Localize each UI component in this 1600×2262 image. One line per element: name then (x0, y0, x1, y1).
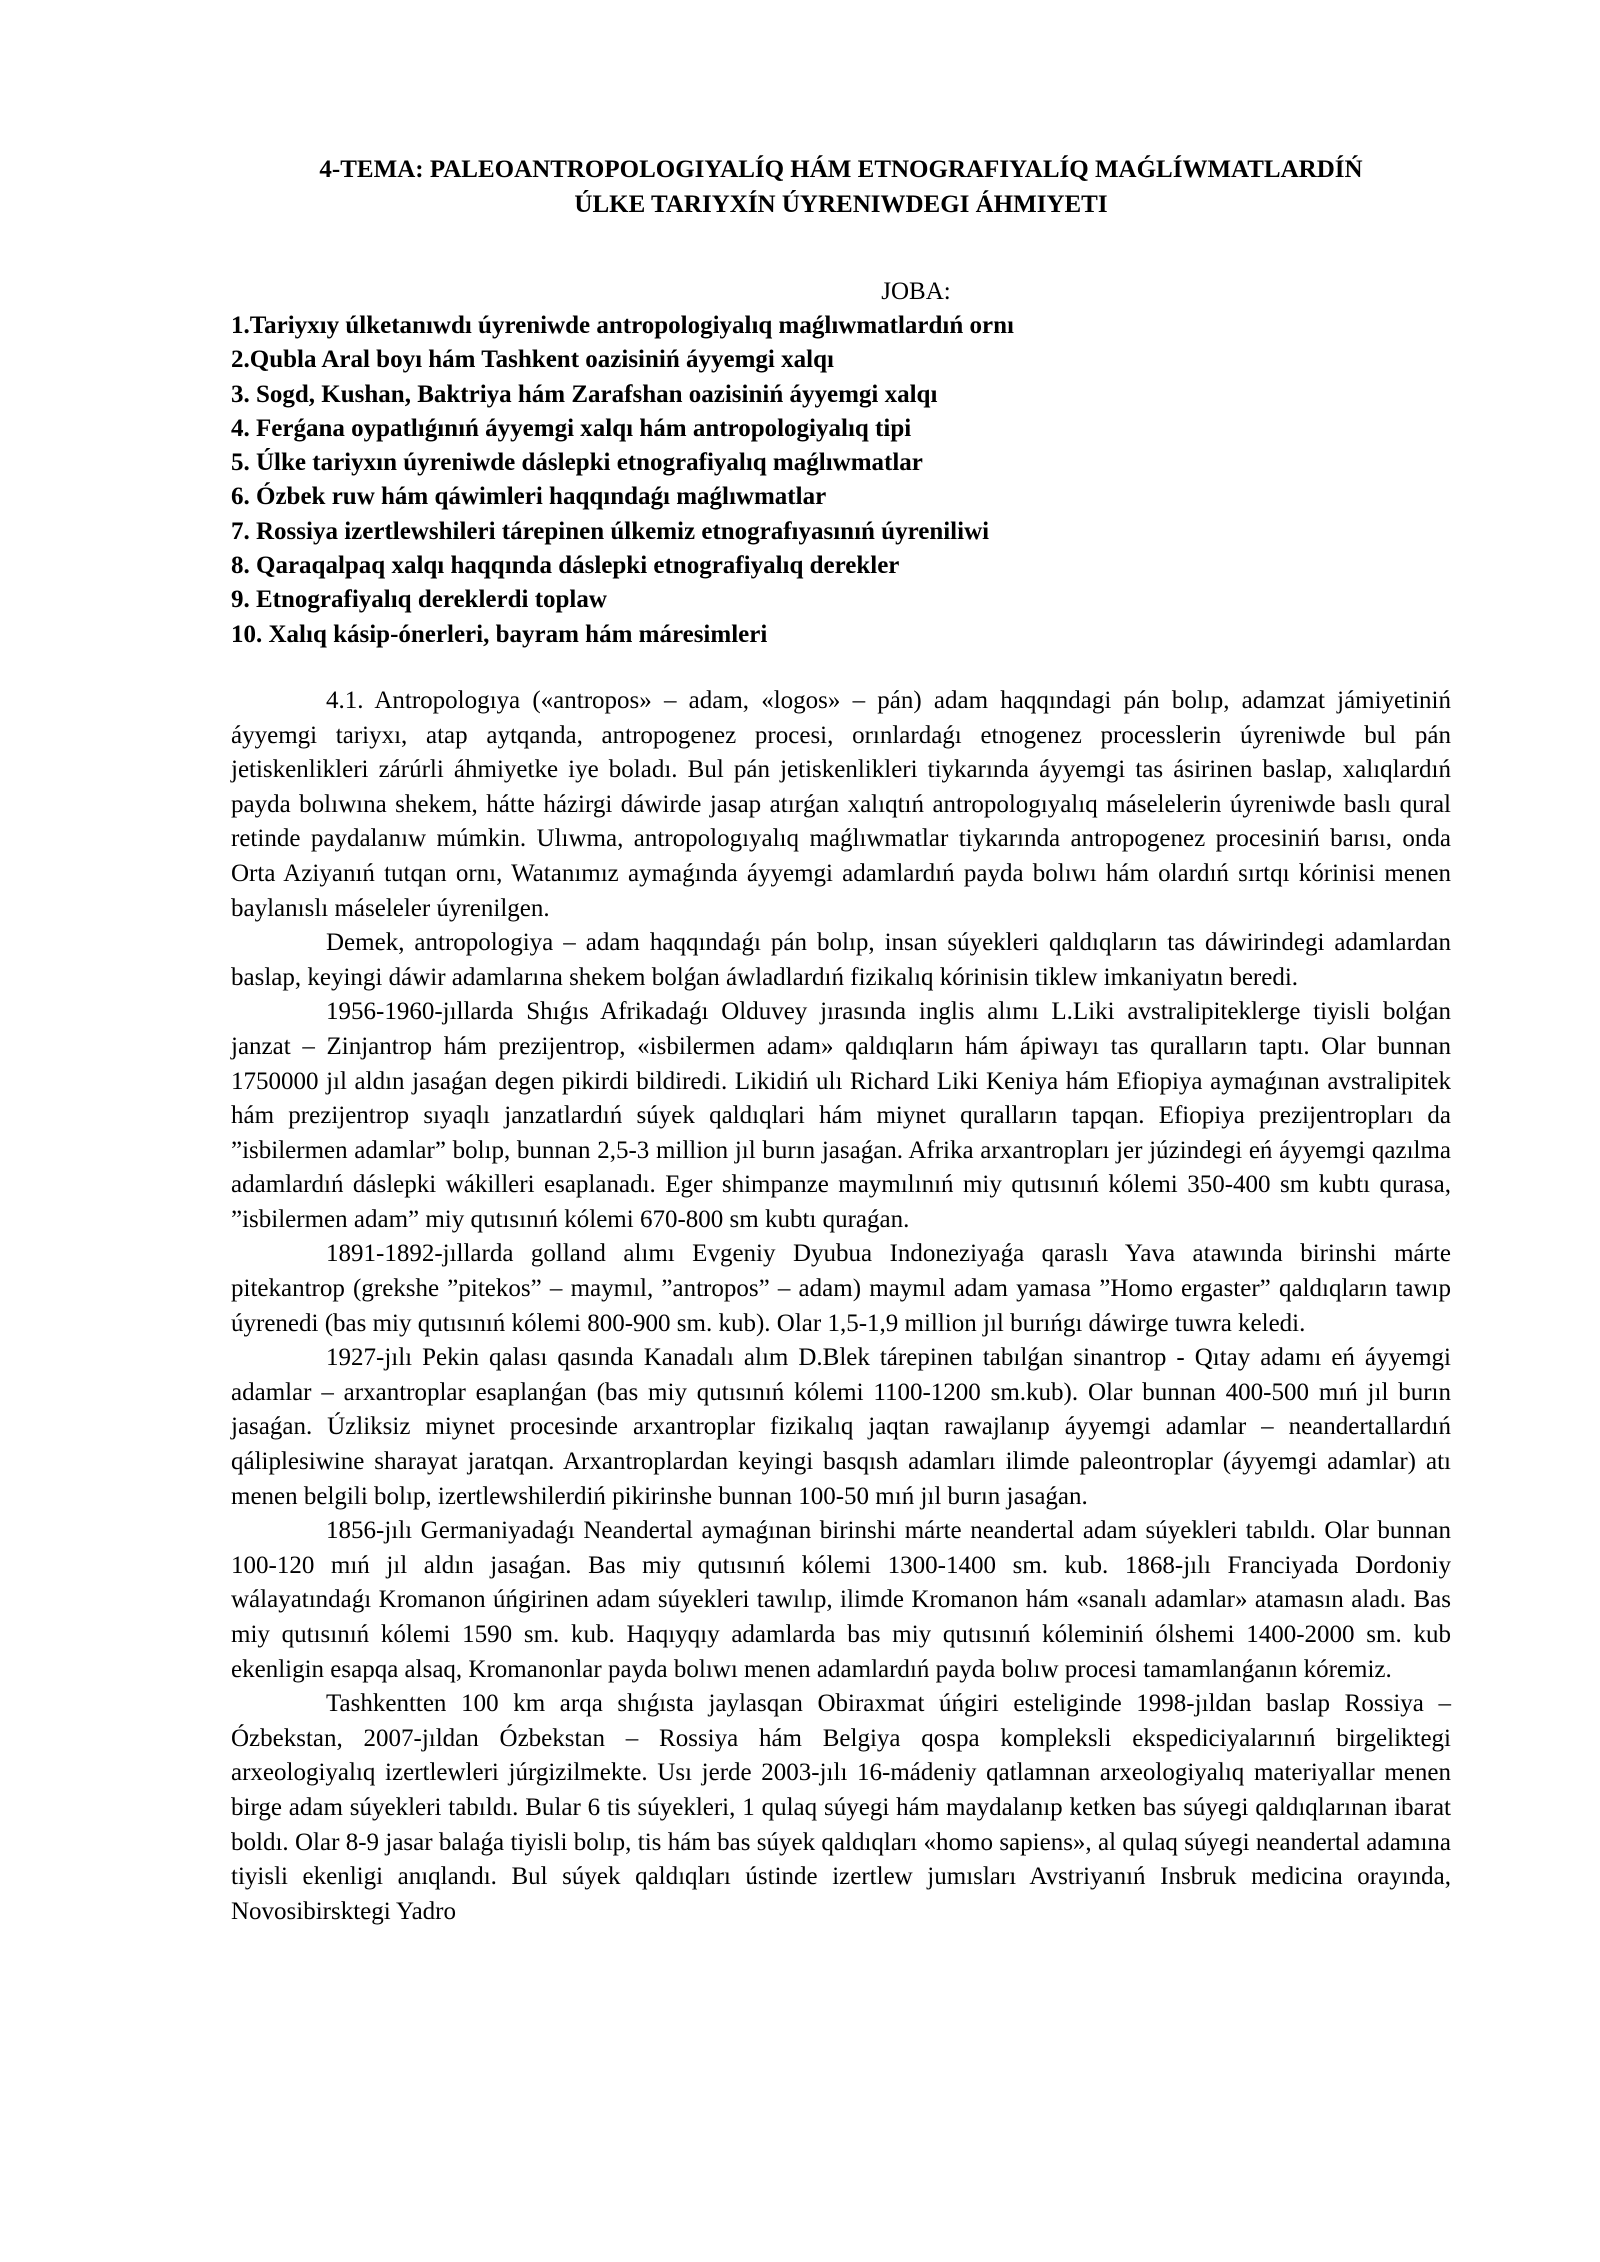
plan-item: 1.Tariyxıy úlketanıwdı úyreniwde antropologiyalıq maǵlıwmatlardıń ornı (231, 312, 1014, 339)
plan-item: 8. Qaraqalpaq xalqı haqqında dáslepki etnografiyalıq derekler (231, 552, 900, 580)
plan-item: 7. Rossiya izertlewshileri tárepinen úlkemiz etnografıyasınıń úyreniliwi (231, 517, 990, 545)
plan-item: 5. Úlke tariyxın úyreniwde dáslepki etnografiyalıq maǵlıwmatlar (231, 449, 923, 477)
document-page (231, 152, 1451, 1929)
plan-list (231, 309, 1451, 652)
plan-item: 4. Ferǵana oypatlıǵınıń áyyemgi xalqı hám antropologiyalıq tipi (231, 414, 912, 442)
paragraph-sinantrop: 1927-jılı Pekin qalası qasında Kanadalı alım D.Blek tárepinen tabılǵan sinantrop - Qıtay adamı eń áyyemgi adamlar – arxantroplar esaplanǵan (bas miy qutısınıń kólemi 1100-1200 sm.kub). Olar bunnan 400-500 mıń jıl burın jasaǵan. Úzliksiz miynet procesinde arxantroplar fizikalıq jaqtan rawajlanıp áyyemgi adamlar – neandertallardıń qáliplesiwine sharayat jaratqan. Arxantroplardan keyingi basqısh adamları ilimde paleontroplar (áyyemgi adamlar) atı menen belgili bolıp, izertlewshilerdiń pikirinshe bunnan 100-50 mıń jıl burın jasaǵan. (231, 1344, 1451, 1510)
plan-item: 3. Sogd, Kushan, Baktriya hám Zarafshan oazisiniń áyyemgi xalqı (231, 380, 938, 408)
paragraph-antropologiya-definition: 4.1. Antropologıya («antropos» – adam, «logos» – pán) adam haqqındagi pán bolıp, adamzat jámiyetiniń áyyemgi tariyxı, atap aytqanda, antropogenez procesi, orınlardaǵı etnogenez processlerin úyreniwde bul pán jetiskenlikleri zárúrli áhmiyetke iye boladı. Bul pán jetiskenlikleri tiykarında áyyemgi tas ásirinen baslap, xalıqlardıń payda bolıwına shekem, hátte házirgi dáwirde jasap atırǵan xalıqtıń antropologıyalıq máselelerin úyreniwde baslı qural retinde paydalanıw múmkin. Ulıwma, antropologıyalıq maǵlıwmatlar tiykarında antropogenez procesiniń barısı, onda Orta Aziyanıń tutqan ornı, Watanımız aymaǵında áyyemgi adamlardıń payda bolıwı hám olardıń sırtqı kórinisi menen baylanıslı máseleler úyrenilgen. (231, 686, 1451, 922)
title-line-1: 4-TEMA: PALEOANTROPOLOGIYALÍQ HÁM ETNOGRAFIYALÍQ MAǴLÍWMATLARDÍŃ (319, 156, 1363, 183)
plan-item: 6. Ózbek ruw hám qáwimleri haqqındaǵı maǵlıwmatlar (231, 483, 827, 511)
paragraph-obiraxmat: Tashkentten 100 km arqa shıǵısta jaylasqan Obiraxmat úńgiri esteliginde 1998-jıldan baslap Rossiya – Ózbekstan, 2007-jıldan Ózbekstan – Rossiya hám Belgiya qospa kompleksli ekspediciyalarınıń birgeliktegi arxeologiyalıq izertlewleri júrgizilmekte. Usı jerde 2003-jılı 16-mádeniy qatlamnan arxeologiyalıq materiyallar menen birge adam súyekleri tabıldı. Bular 6 tis súyekleri, 1 qulaq súyegi hám maydalanıp ketken bas súyegi qaldıqlarınan ibarat boldı. Olar 8-9 jasar balaǵa tiyisli bolıp, tis hám bas súyek qaldıqları «homo sapiens», al qulaq súyegi neandertal adamına tiyisli ekenligi anıqlandı. Bul súyek qaldıqları ústinde izertlew jumısları Avstriyanıń Insbruk medicina orayında, Novosibirsktegi Yadro (231, 1690, 1451, 1925)
document-title (231, 152, 1451, 222)
paragraph-neandertal: 1856-jılı Germaniyadaǵı Neandertal aymaǵınan birinshi márte neandertal adam súyekleri tabıldı. Olar bunnan 100-120 mıń jıl aldın jasaǵan. Bas miy qutısınıń kólemi 1300-1400 sm. kub. 1868-jılı Franciyada Dordoniy wálayatındaǵı Kromanon úńgirinen adam súyekleri tawılıp, ilimde Kromanon hám «sanalı adamlar» atamasın aladı. Bas miy qutısınıń kólemi 1590 sm. kub. Haqıyqıy adamlarda bas miy qutısınıń kóleminiń ólshemi 1400-2000 sm. kub ekenligin esapqa alsaq, Kromanonlar payda bolıwı menen adamlardıń payda bolıw procesi tamamlanǵanın kóremiz. (231, 1517, 1451, 1683)
plan-item: 2.Qubla Aral boyı hám Tashkent oazisiniń áyyemgi xalqı (231, 346, 834, 374)
body-text (231, 684, 1451, 1929)
title-line-2: ÚLKE TARIYXÍN ÚYRENIWDEGI ÁHMIYETI (574, 191, 1108, 218)
paragraph-olduvey: 1956-1960-jıllarda Shıǵıs Afrikadaǵı Olduvey jırasında inglis alımı L.Liki avstralipiteklerge tiyisli bolǵan janzat – Zinjantrop hám prezijentrop, «isbilermen adam» qaldıqların hám ápiwayı tas quralların taptı. Olar bunnan 1750000 jıl aldın jasaǵan degen pikirdi bildiredi. Likidiń ulı Richard Liki Keniya hám Efiopiya aymaǵınan avstralipitek hám prezijentrop sıyaqlı janzatlardıń súyek qaldıqlari hám miynet quralların tapqan. Efiopiya prezijentropları da ”isbilermen adamlar” bolıp, bunnan 2,5-3 million jıl burın jasaǵan. Afrika arxantropları jer júzindegi eń áyyemgi qazılma adamlardıń dáslepki wákilleri esaplanadı. Eger shimpanze maymılınıń miy qutısınıń kólemi 350-400 sm kubtı qurasa, ”isbilermen adam” miy qutısınıń kólemi 670-800 sm kubtı quraǵan. (231, 998, 1451, 1233)
paragraph-demek: Demek, antropologiya – adam haqqındaǵı pán bolıp, insan súyekleri qaldıqların tas dáwirindegi adamlardan baslap, keyingi dáwir adamlarına shekem bolǵan áwladlardıń fizikalıq kórinisin tiklew imkaniyatın beredi. (231, 929, 1451, 991)
plan-item: 10. Xalıq kásip-ónerleri, bayram hám máresimleri (231, 620, 768, 648)
paragraph-pitekantrop: 1891-1892-jıllarda golland alımı Evgeniy Dyubua Indoneziyaǵa qaraslı Yava atawında birinshi márte pitekantrop (grekshe ”pitekos” – maymıl, ”antropos” – adam) maymıl adam yamasa ”Homo ergaster” qaldıqların tawıp úyrenedi (bas miy qutısınıń kólemi 800-900 sm. kub). Olar 1,5-1,9 million jıl burıńgı dáwirge tuwra keledi. (231, 1240, 1451, 1337)
plan-heading: JOBA: (881, 278, 951, 305)
plan-item: 9. Etnografiyalıq dereklerdi toplaw (231, 586, 607, 614)
